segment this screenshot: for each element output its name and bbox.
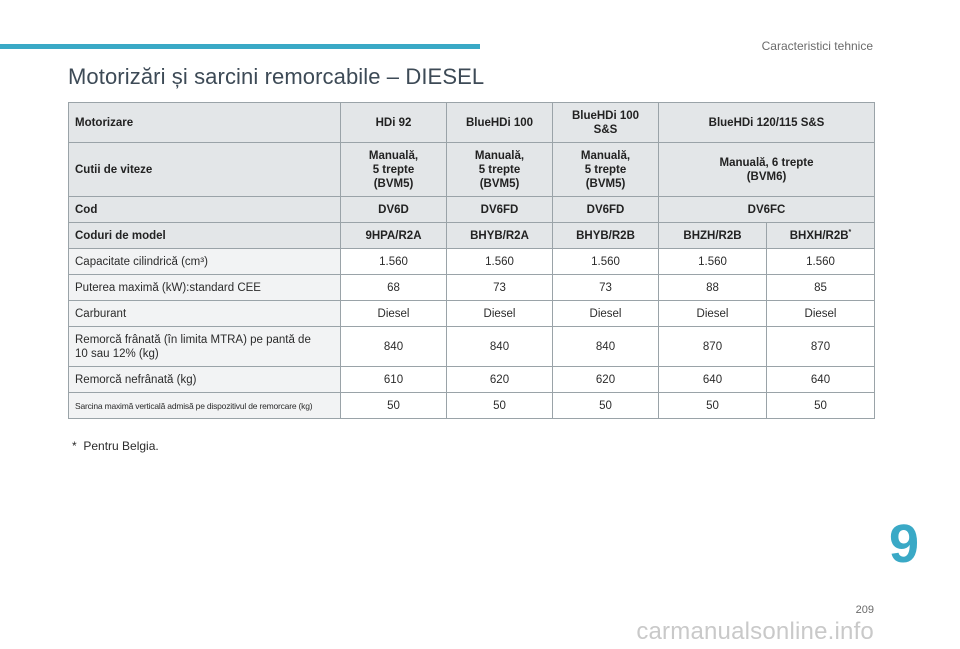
specs-table (68, 102, 875, 419)
row-label: Cutii de viteze (69, 143, 341, 197)
table-row-remorca-franata (69, 327, 875, 367)
table-cell: 1.560 (659, 249, 767, 275)
table-cell: BlueHDi 100 (447, 103, 553, 143)
table-cell: 50 (447, 393, 553, 419)
table-row-sarcina (69, 393, 875, 419)
table-cell: 9HPA/R2A (341, 223, 447, 249)
table-cell: 50 (341, 393, 447, 419)
table-cell: Manuală, 5 trepte (BVM5) (447, 143, 553, 197)
table-row-motorizare (69, 103, 875, 143)
table-cell: BHYB/R2A (447, 223, 553, 249)
table-cell: 1.560 (767, 249, 875, 275)
page-number: 209 (855, 604, 874, 616)
top-accent-bar (0, 44, 480, 49)
table-cell: 870 (659, 327, 767, 367)
table-cell: 88 (659, 275, 767, 301)
table-cell: Manuală, 5 trepte (BVM5) (341, 143, 447, 197)
table-cell: 840 (553, 327, 659, 367)
table-cell: Diesel (553, 301, 659, 327)
table-cell: DV6FD (447, 197, 553, 223)
table-cell: 50 (767, 393, 875, 419)
table-cell: Diesel (341, 301, 447, 327)
table-cell: Diesel (447, 301, 553, 327)
row-label: Coduri de model (69, 223, 341, 249)
table-row-cutii (69, 143, 875, 197)
section-header: Caracteristici tehnice (761, 39, 873, 53)
table-cell: Manuală, 5 trepte (BVM5) (553, 143, 659, 197)
row-label: Sarcina maximă verticală admisă pe dispozitivul de remorcare (kg) (69, 393, 341, 419)
row-label: Remorcă nefrânată (kg) (69, 367, 341, 393)
row-label: Remorcă frânată (în limita MTRA) pe pantă de 10 sau 12% (kg) (69, 327, 341, 367)
row-label: Motorizare (69, 103, 341, 143)
table-cell: 1.560 (341, 249, 447, 275)
table-cell: 610 (341, 367, 447, 393)
table-cell: HDi 92 (341, 103, 447, 143)
table-row-remorca-nefranata (69, 367, 875, 393)
table-cell: DV6D (341, 197, 447, 223)
table-cell: BHYB/R2B (553, 223, 659, 249)
table-cell: 620 (447, 367, 553, 393)
table-cell: 620 (553, 367, 659, 393)
table-cell: 640 (767, 367, 875, 393)
table-cell: BHZH/R2B (659, 223, 767, 249)
table-cell: 840 (341, 327, 447, 367)
table-cell: 1.560 (447, 249, 553, 275)
table-cell: 73 (447, 275, 553, 301)
table-cell: 840 (447, 327, 553, 367)
footnote-mark: * (848, 228, 852, 236)
table-cell: 870 (767, 327, 875, 367)
table-row-capacitate (69, 249, 875, 275)
row-label: Carburant (69, 301, 341, 327)
table-cell: 1.560 (553, 249, 659, 275)
row-label: Capacitate cilindrică (cm³) (69, 249, 341, 275)
page-title: Motorizări și sarcini remorcabile – DIESEL (68, 64, 485, 89)
table-cell: 73 (553, 275, 659, 301)
table-cell-text: BHXH/R2B (789, 229, 849, 242)
table-row-coduri-model (69, 223, 875, 249)
table-cell: 50 (553, 393, 659, 419)
row-label: Cod (69, 197, 341, 223)
table-cell-with-footnote (767, 223, 875, 249)
table-row-carburant (69, 301, 875, 327)
table-cell: BlueHDi 120/115 S&S (659, 103, 875, 143)
table-row-cod (69, 197, 875, 223)
table-cell: 50 (659, 393, 767, 419)
table-row-puterea (69, 275, 875, 301)
table-cell: DV6FD (553, 197, 659, 223)
footnote-text: Pentru Belgia. (83, 439, 159, 453)
table-cell: 68 (341, 275, 447, 301)
table-cell: 640 (659, 367, 767, 393)
table-cell: BlueHDi 100 S&S (553, 103, 659, 143)
footnote-mark: * (72, 439, 77, 453)
table-cell: Diesel (659, 301, 767, 327)
table-cell: DV6FC (659, 197, 875, 223)
footnote (72, 439, 159, 453)
watermark: carmanualsonline.info (636, 618, 874, 645)
row-label: Puterea maximă (kW):standard CEE (69, 275, 341, 301)
chapter-number: 9 (889, 514, 920, 574)
table-cell: Diesel (767, 301, 875, 327)
table-cell: Manuală, 6 trepte (BVM6) (659, 143, 875, 197)
table-cell: 85 (767, 275, 875, 301)
